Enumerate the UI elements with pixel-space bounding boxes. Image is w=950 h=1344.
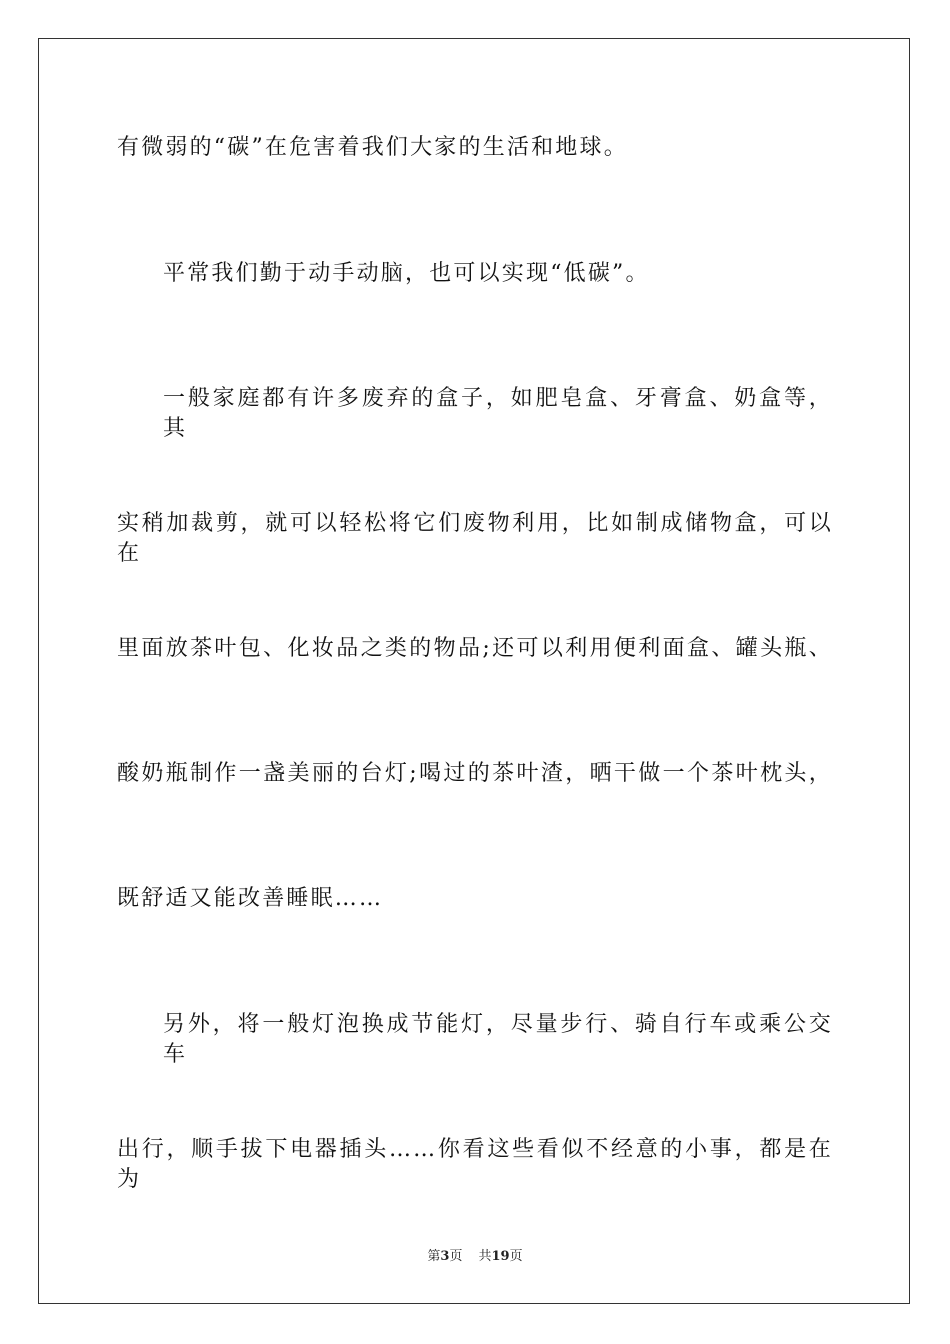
page-footer (0, 1248, 950, 1266)
text-line: 一般家庭都有许多废弃的盒子，如肥皂盒、牙膏盒、奶盒等，其 (163, 386, 833, 441)
total-prefix: 共 (478, 1249, 492, 1264)
page-total: 19 (491, 1249, 510, 1264)
page-frame (38, 38, 910, 1304)
text-line: 实稍加裁剪，就可以轻松将它们废物利用，比如制成储物盒，可以在 (117, 511, 833, 566)
text-line: 出行，顺手拔下电器插头……你看这些看似不经意的小事，都是在为 (117, 1137, 833, 1192)
text-line: 平常我们勤于动手动脑，也可以实现“低碳”。 (163, 261, 650, 286)
text-line: 另外，将一般灯泡换成节能灯，尽量步行、骑自行车或乘公交车 (163, 1012, 833, 1067)
page-current: 3 (440, 1249, 450, 1264)
text-line: 既舒适又能改善睡眠…… (117, 886, 384, 911)
text-line: 里面放茶叶包、化妆品之类的物品;还可以利用便利面盒、罐头瓶、 (117, 636, 833, 661)
page-suffix: 页 (449, 1249, 463, 1264)
text-line: 酸奶瓶制作一盏美丽的台灯;喝过的茶叶渣，晒干做一个茶叶枕头， (117, 761, 833, 786)
text-line: 有微弱的“碳”在危害着我们大家的生活和地球。 (117, 135, 628, 160)
page-prefix: 第 (427, 1249, 441, 1264)
total-suffix: 页 (509, 1249, 523, 1264)
